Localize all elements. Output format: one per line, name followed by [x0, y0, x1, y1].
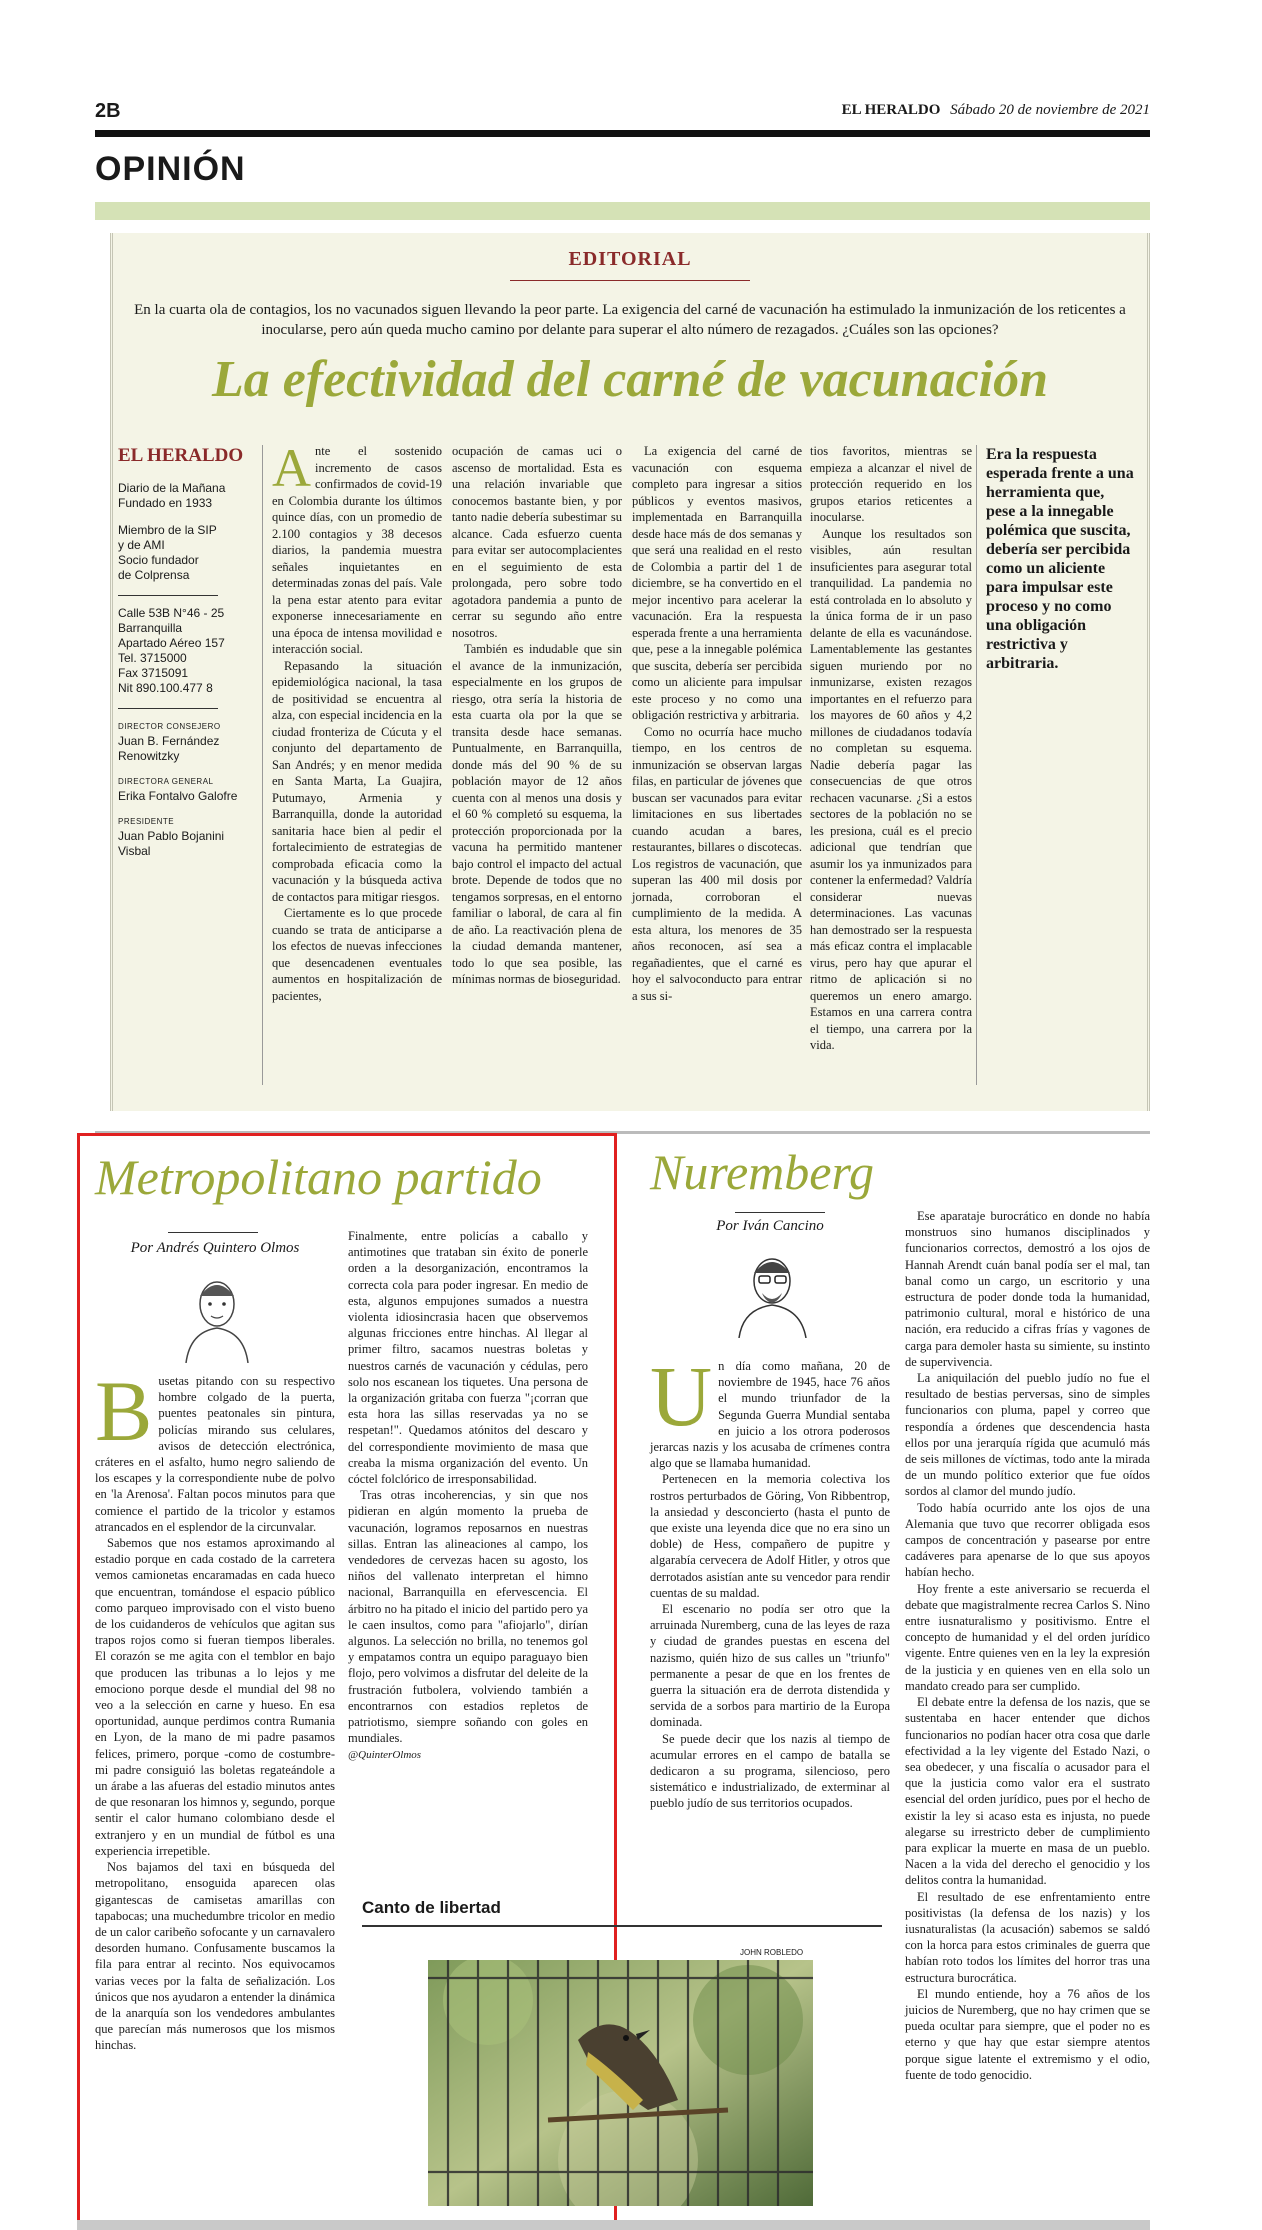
editorial-label: EDITORIAL	[568, 248, 692, 270]
editorial-column-4	[810, 443, 972, 1054]
article-paragraph: El escenario no podía ser otro que la arruinada Nuremberg, cuna de las leyes de raza y ciudad de grandes puestas en escena del nazismo, quién hizo de sus calles un "triunfo" permanente a pesar de que en los frentes de guerra la situación era de derrota distendida y servida de a sorbos para martirio de la Europa dominada.	[650, 1602, 890, 1730]
masthead-address	[118, 606, 253, 696]
masthead-line: Barranquilla	[118, 621, 183, 635]
editorial-dropcap: A	[272, 438, 311, 498]
article-paragraph: El mundo entiende, hoy a 76 años de los juicios de Nuremberg, que no hay crimen que se pueda ocultar para siempre, que el poder no es eterno y que hay que estar siempre atentos porque sigue latente el extremismo y el odio, fuente de todo genocidio.	[905, 1986, 1150, 2082]
bird-cage-photo	[428, 1960, 813, 2206]
photo-credit: JOHN ROBLEDO	[740, 1948, 804, 1957]
article-paragraph: Finalmente, entre policías a caballo y antimotines que trataban sin éxito de ponerle orden a la desorganización, encontramos la correcta cola para poder ingresar. En medio de esta, algunos empujones sumados a nuestra violenta idiosincrasia hacen que observemos algunas fricciones entre hinchas. Al llegar al primer filtro, sacamos nuestras boletas y nuestros carnés de vacunación y cédulas, pero solo nos escanean los tiquetes. Una persona de la organización gritaba con fuerza "¡corran que esta hora las sillas reservadas ya no se respetan!". Quedamos atónitos del descaro y del correspondiente movimiento de masa que creaba la misma organización del evento. Un cóctel folclórico de irresponsabilidad.	[348, 1229, 588, 1487]
author-handle: @QuinterOlmos	[348, 1748, 422, 1761]
editorial-paragraph: Repasando la situación epidemiológica nacional, la tasa de positividad se encuentra al alza, con especial incidencia en la ciudad fronteriza de Cúcuta y el conjunto del departamento de San Andrés; y en menor medida en Santa Marta, La Guajira, Putumayo, Armenia y Barranquilla, donde la autoridad sanitaria hace bien al pedir el fortalecimiento de estrategias de comprobada eficacia como la vacunación y la búsqueda activa de contactos para mitigar riesgos.	[272, 658, 442, 904]
section-title: OPINIÓN	[95, 150, 246, 188]
masthead-divider	[262, 445, 263, 1085]
editorial-pullquote: Era la respuesta esperada frente a una herramienta que, pese a la innegable polémica que suscita, debería ser percibida como un aliciente para impulsar este proceso y no como una obligación restrictiva y arbitraria.	[986, 446, 1134, 672]
masthead-block2	[118, 523, 253, 583]
canto-title: Canto de libertad	[362, 1898, 501, 1917]
masthead-line: Fundado en 1933	[118, 496, 213, 510]
header-date: Sábado 20 de noviembre de 2021	[950, 102, 1150, 118]
masthead-line: de Colprensa	[118, 568, 190, 582]
header-brand-date	[842, 102, 1150, 119]
masthead-person: Juan B. Fernández Renowitzky	[118, 734, 220, 763]
masthead-person: Erika Fontalvo Galofre	[118, 789, 238, 803]
masthead-person: Juan Pablo Bojanini Visbal	[118, 829, 225, 858]
masthead-line: Apartado Aéreo 157	[118, 636, 225, 650]
masthead-brand: EL HERALDO	[118, 445, 244, 466]
nuremberg-byline: Por Iván Cancino	[716, 1218, 824, 1234]
section-band	[95, 202, 1150, 220]
byline-rule	[735, 1212, 825, 1213]
bird-cage-image-icon	[428, 1960, 813, 2206]
editorial-paragraph: También es indudable que sin el avance de la inmunización, especialmente en los grupos de riesgo, otra sería la historia de esta cuarta ola por la que se transita desde hace semanas. Puntualmente, en Barranquilla, donde más del 90 % de su población mayor de 12 años cuenta con al menos una dosis y el 60 % completó su esquema, la protección proporcionada por la vacuna ha permitido mantener bajo control el impacto del actual brote. Depende de todos que no tengamos sorpresas, en el entorno familiar o laboral, de cara al fin de año. La reactivación plena de la ciudad demanda mantener, todo lo que sea posible, las mínimas normas de bioseguridad.	[452, 642, 622, 986]
editorial-column-3	[632, 443, 802, 1004]
editorial-column-2	[452, 443, 622, 988]
article-paragraph: Se puede decir que los nazis al tiempo de acumular errores en el campo de batalla se dedicaron a su programa, silencioso, pero sistemático e industrializado, de exterminar al pueblo judío de sus territorios ocupados.	[650, 1731, 890, 1811]
masthead-line: y de AMI	[118, 538, 165, 552]
metropolitano-byline: Por Andrés Quintero Olmos	[130, 1240, 300, 1256]
masthead-line: Tel. 3715000	[118, 651, 187, 665]
metropolitano-column-1	[95, 1363, 335, 2054]
header-brand: EL HERALDO	[841, 102, 941, 118]
metropolitano-dropcap: B	[95, 1363, 153, 1459]
page-footer-bar	[77, 2220, 1150, 2230]
masthead-role: PRESIDENTE	[118, 817, 175, 826]
masthead-role: DIRECTOR CONSEJERO	[118, 722, 221, 731]
article-paragraph: usetas pitando con su respectivo hombre colgado de la puerta, puentes peatonales sin pintura, policías mirando sus celulares, avisos de detección electrónica, cráteres en el asfalto, humo negro saliendo de los escapes y la correspondiente nube de polvo en 'la Arenosa'. Faltan pocos minutos para que comience el partido de la tricolor y estamos atrancados en el esplendor de la circunvalar.	[95, 1374, 335, 1534]
masthead-line: Calle 53B N°46 - 25	[118, 606, 225, 620]
masthead	[118, 445, 253, 859]
author-avatar	[735, 1243, 810, 1338]
article-paragraph: Hoy frente a este aniversario se recuerda el debate que magistralmente recrea Carlos S. Nino entre iusnaturalismo y positivismo. Entre el concepto de humanidad y el del orden jurídico vigente. Entre quienes ven en la ley la expresión de la justicia y en quienes ven en ella solo un mandato creado para ser cumplido.	[905, 1581, 1150, 1693]
editorial-paragraph: tios favoritos, mientras se empieza a alcanzar el nivel de protección requerido en los grupos etarios reticentes a inocularse.	[810, 444, 972, 524]
masthead-role: DIRECTORA GENERAL	[118, 777, 214, 786]
canto-rule	[362, 1925, 882, 1927]
article-paragraph: La aniquilación del pueblo judío no fue el resultado de bestias perversas, sino de simples funcionarios con pluma, papel y correo que respondía a órdenes que descendencia hasta ellos por una jerarquía rígida que acumuló más de seis millones de víctimas, todo ante la mirada de un mundo político exterior que fue oídos sordos al clamor del mundo judío.	[905, 1371, 1150, 1499]
masthead-line: Miembro de la SIP	[118, 523, 217, 537]
editorial-paragraph: La exigencia del carné de vacunación con esquema completo para ingresar a sitios públicos y eventos masivos, implementada en Barranquilla desde hace más de dos semanas y que será una realidad en el resto de Colombia a partir del 1 de diciembre, se ha convertido en el mejor incentivo para acelerar la vacunación. Era la respuesta esperada frente a una herramienta que, pese a la innegable polémica que suscita, debería ser percibida como un aliciente para impulsar este proceso y no como una obligación restrictiva y arbitraria.	[632, 444, 802, 722]
article-paragraph: El resultado de ese enfrentamiento entre positivistas (la defensa de los nazis) y los iusnaturalistas (la acusación) sabemos se saldó con la horca para estos criminales de guerra que habían roto todos los límites del horror tras una estructura burocrática.	[905, 1889, 1150, 1985]
nuremberg-column-1	[650, 1348, 890, 1812]
editorial-paragraph: Ciertamente es lo que procede cuando se trata de anticiparse a los efectos de nuevas infecciones que desencadenen eventuales aumentos en hospitalización de pacientes,	[272, 906, 442, 1003]
editorial-headline: La efectividad del carné de vacunación	[211, 351, 1049, 408]
nuremberg-title: Nuremberg	[650, 1144, 875, 1200]
header-rule	[95, 130, 1150, 137]
masthead-rule	[118, 595, 218, 596]
masthead-line: Nit 890.100.477 8	[118, 681, 213, 695]
editorial-label-rule	[510, 280, 750, 281]
masthead-line: Socio fundador	[118, 553, 199, 567]
masthead-block1	[118, 481, 253, 511]
masthead-line: Diario de la Mañana	[118, 481, 226, 495]
article-paragraph: Sabemos que nos estamos aproximando al estadio porque en cada costado de la carretera vemos camionetas encaramadas en cada hueco que encuentran, tomándose el espacio público como parqueo improvisado con el visto bueno de los cuidanderos de vehículos que agitan sus trapos rojos como si fueran tiempos liberales. El corazón se me agita con el temblor en bajo que producen las tribunas a lo lejos y me emociono porque desde el mundial del 98 no veo a la selección en carne y hueso. En esa oportunidad, aunque perdimos contra Rumania en Lyon, de la mano de mi padre pasamos felices, primero, porque -como de costumbre- mi padre consiguió las boletas regateándole a un árabe a las afueras del estadio minutos antes de que resonaran los himnos y, segundo, porque sentir el calor humano colombiano desde el extranjero y en un mundial de fútbol es una experiencia irrepetible.	[95, 1536, 335, 1858]
editorial-column-1	[272, 438, 442, 1004]
masthead-line: Fax 3715091	[118, 666, 189, 680]
author-portrait-icon	[735, 1243, 810, 1338]
page-number: 2B	[95, 100, 121, 122]
article-paragraph: n día como mañana, 20 de noviembre de 1945, hace 76 años el mundo triunfador de la Segunda Guerra Mundial sentaba en juicio a los otrora poderosos jerarcas nazis y los acusaba de crímenes contra algo que se llamaba humanidad.	[650, 1359, 890, 1471]
editorial-paragraph: nte el sostenido incremento de casos confirmados de covid-19 en Colombia durante los últimos quince días, con un promedio de 2.100 contagios y 38 decesos diarios, la pandemia muestra señales inquietantes en determinadas zonas del país. Vale la pena estar atento para evitar exponerse innecesariamente en una época de intensa movilidad e interacción social.	[272, 444, 442, 656]
article-paragraph: El debate entre la defensa de los nazis, que se sustentaba en hacer entender que dichos funcionarios no podían hacer otra cosa que darle efectividad a la ley vigente del Estado Nazi, o sea obedecer, y una fiscalía o acusador para el que la justicia como valor era el sustrato esencial del orden jurídico, pues por el hecho de existir la ley si acaso esta es injusta, no puede alegarse su irrestricto deber de cumplimiento para explicar la muerte en masa de un pueblo. Nacen a la vida del derecho el genocidio y los delitos contra la humanidad.	[905, 1695, 1150, 1888]
article-paragraph: Tras otras incoherencias, y sin que nos pidieran en algún momento la prueba de vacunación, logramos reposarnos en nuestras sillas. Entran las alineaciones al campo, los vendedores de cervezas hacen su agosto, los niños del vallenato interpretan el himno nacional, Barranquilla en efervescencia. El árbitro no ha pitado el inicio del partido pero ya le caen insultos, como para "afiojarlo", dirían algunos. La selección no brilla, no tenemos gol y empatamos contra un equipo paraguayo bien flojo, pero volvimos a disfrutar del deleite de la frustración futbolera, volviendo también a encontrarnos con estadios repletos de patriotismo, siempre soñando con goles en mundiales.	[348, 1488, 588, 1746]
nuremberg-dropcap: U	[650, 1348, 713, 1444]
metropolitano-column-2	[348, 1228, 588, 1763]
editorial-paragraph: ocupación de camas uci o ascenso de mortalidad. Esta es una relación invariable que conocemos bastante bien, y por tanto nadie debería subestimar su alcance. Cada esfuerzo cuenta para evitar ser autocomplacientes en el seguimiento de esta prolongada, pero sobre todo agotadora pandemia a punto de cerrar su segundo año entre nosotros.	[452, 444, 622, 640]
article-paragraph: Ese aparataje burocrático en donde no había monstruos sino humanos disciplinados y funcionarios correctos, demostró a los ojos de Hannah Arendt cuán banal podía ser el mal, tan banal como un cargo, un escritorio y una estructura de poder donde toda la humanidad, patrimonio cultural, moral e histórico de una nación, era reducido a cifras frías y vagones de carga para demoler hasta su simiente, su instinto de supervivencia.	[905, 1209, 1150, 1369]
nuremberg-column-2	[905, 1208, 1150, 2083]
author-portrait-icon	[182, 1268, 252, 1363]
metropolitano-title: Metropolitano partido	[95, 1149, 542, 1205]
masthead-rule	[118, 708, 218, 709]
article-paragraph: Nos bajamos del taxi en búsqueda del metropolitano, ensoguida aparecen olas gigantescas de camisetas amarillas con tapabocas; una muchedumbre tricolor en medio de un calor caribeño sofocante y un carnavalero desorden humano. Confusamente buscamos la fila para entrar al recinto. Nos equivocamos varias veces por la falta de señalización. Los únicos que nos ayudaron a entender la dinámica de la anarquía son los vendedores ambulantes que parecían más numerosos que los mismos hinchas.	[95, 1860, 335, 2053]
pullquote-divider	[976, 445, 977, 1085]
editorial-subtitle: En la cuarta ola de contagios, los no vacunados siguen llevando la peor parte. La exigencia del carné de vacunación ha estimulado la inmunización de los reticentes a inocularse, pero aún queda mucho camino por delante para superar el alto número de rezagados. ¿Cuáles son las opciones?	[134, 302, 1126, 338]
article-paragraph: Pertenecen en la memoria colectiva los rostros perturbados de Göring, Von Ribbentrop, la ansiedad y desconcierto (hasta el punto de que existe una leyenda dice que no era sino un doble) de Hess, compañero de pupitre y algarabía cervecera de Adolf Hitler, y otros que derrotados asistían ante su vencedor para rendir cuentas de su maldad.	[650, 1472, 890, 1600]
author-avatar	[182, 1268, 252, 1363]
editorial-paragraph: Aunque los resultados son visibles, aún resultan insuficientes para asegurar total tranquilidad. La pandemia no está controlada en lo absoluto y la única forma de ir un paso delante de ella es vacunándose. Lamentablemente las gestantes siguen muriendo por no inmunizarse, existen rezagos importantes en el refuerzo para los mayores de 60 años y 4,2 millones de ciudadanos todavía no completan su esquema. Nadie debería pagar las consecuencias de que otros rechacen vacunarse. ¿Si a estos sectores de la población no se les presiona, cuál es el precio adicional que tendrían que asumir los ya inmunizados para contener la enfermedad? Valdría considerar nuevas determinaciones. Las vacunas han demostrado ser la respuesta más eficaz contra el implacable virus, pero hay que apurar el ritmo de aplicación si no queremos un enero amargo. Estamos en una carrera contra el tiempo, una carrera por la vida.	[810, 526, 972, 1052]
editorial-paragraph: Como no ocurría hace mucho tiempo, en los centros de inmunización se observan largas filas, en particular de jóvenes que buscan ser vacunados para evitar limitaciones en sus libertades cuando acudan a bares, restaurantes, billares o discotecas. Los registros de vacunación, que superan las 400 mil dosis por jornada, corroboran el cumplimiento de la medida. A esta altura, los menores de 35 años reconocen, así sea a regañadientes, que el carné es hoy el salvoconducto para entrar a sus si-	[632, 724, 802, 1003]
byline-rule	[168, 1232, 258, 1233]
article-paragraph: Todo había ocurrido ante los ojos de una Alemania que tuvo que recorrer obligada esos campos de concentración y pasearse por entre cadáveres para apenarse de lo que sus apoyos habían hecho.	[905, 1500, 1150, 1580]
